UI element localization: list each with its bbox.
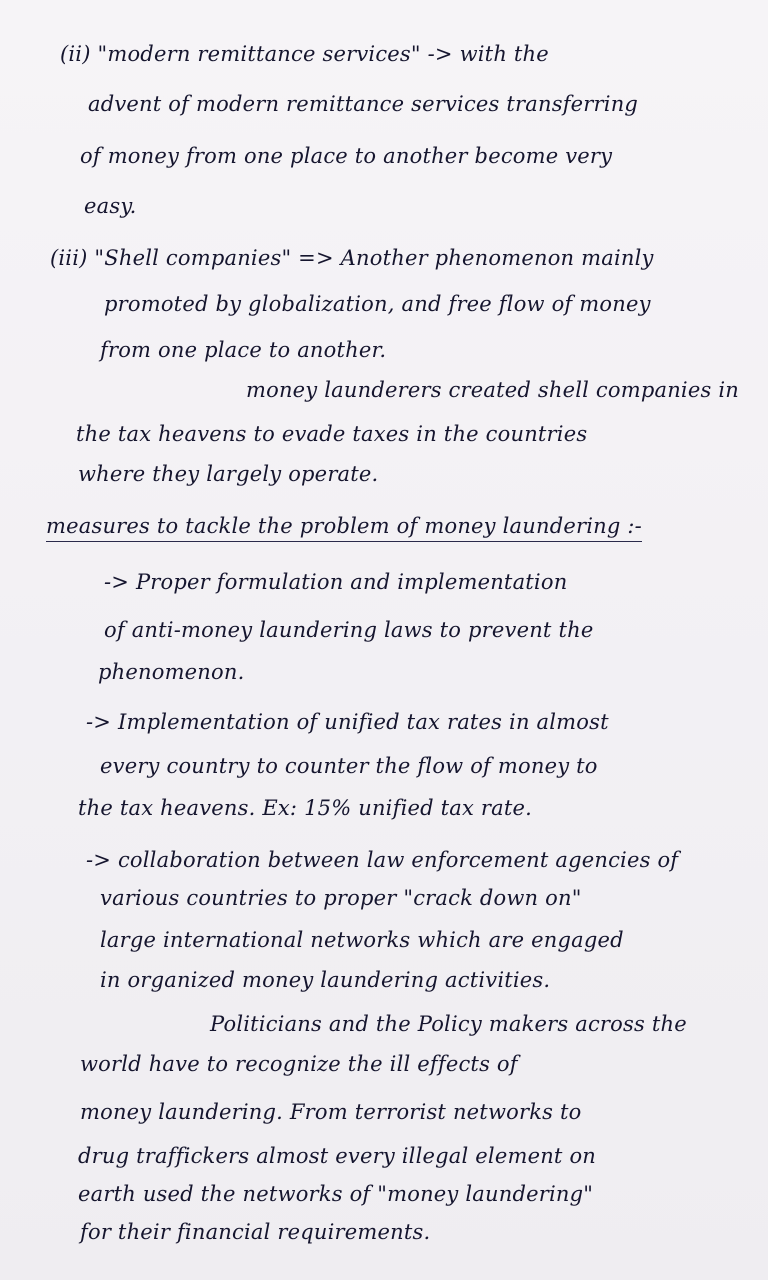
text-line: drug traffickers almost every illegal element on [78,1144,597,1168]
text-line: the tax heavens. Ex: 15% unified tax rate. [78,796,533,820]
text-line: large international networks which are engaged [100,928,624,952]
text-line: world have to recognize the ill effects of [80,1052,518,1076]
text-line: various countries to proper "crack down on" [100,886,582,910]
text-line: of anti-money laundering laws to prevent the [104,618,594,642]
text-line: -> Implementation of unified tax rates in almost [86,710,609,734]
text-line: easy. [84,194,137,218]
text-line: the tax heavens to evade taxes in the countries [76,422,588,446]
text-line: advent of modern remittance services transferring [88,92,639,116]
text-line: (ii) "modern remittance services" -> with the [60,42,549,66]
text-line: from one place to another. [100,338,387,362]
text-line: every country to counter the flow of money to [100,754,598,778]
text-line: in organized money laundering activities. [100,968,551,992]
text-line: money laundering. From terrorist networks to [80,1100,582,1124]
text-line: -> collaboration between law enforcement agencies of [86,848,679,872]
section-heading: measures to tackle the problem of money laundering :- [46,512,642,542]
text-line: where they largely operate. [78,462,379,486]
text-line: (iii) "Shell companies" => Another phenomenon mainly [50,246,654,270]
text-line: phenomenon. [98,660,245,684]
text-line: of money from one place to another become very [80,144,613,168]
text-line: earth used the networks of "money laundering" [78,1182,594,1206]
text-line: Politicians and the Policy makers across the [210,1012,687,1036]
text-line: promoted by globalization, and free flow of money [104,292,651,316]
text-line: -> Proper formulation and implementation [104,570,568,594]
text-line: for their financial requirements. [80,1220,431,1244]
text-line: money launderers created shell companies in [246,378,739,402]
